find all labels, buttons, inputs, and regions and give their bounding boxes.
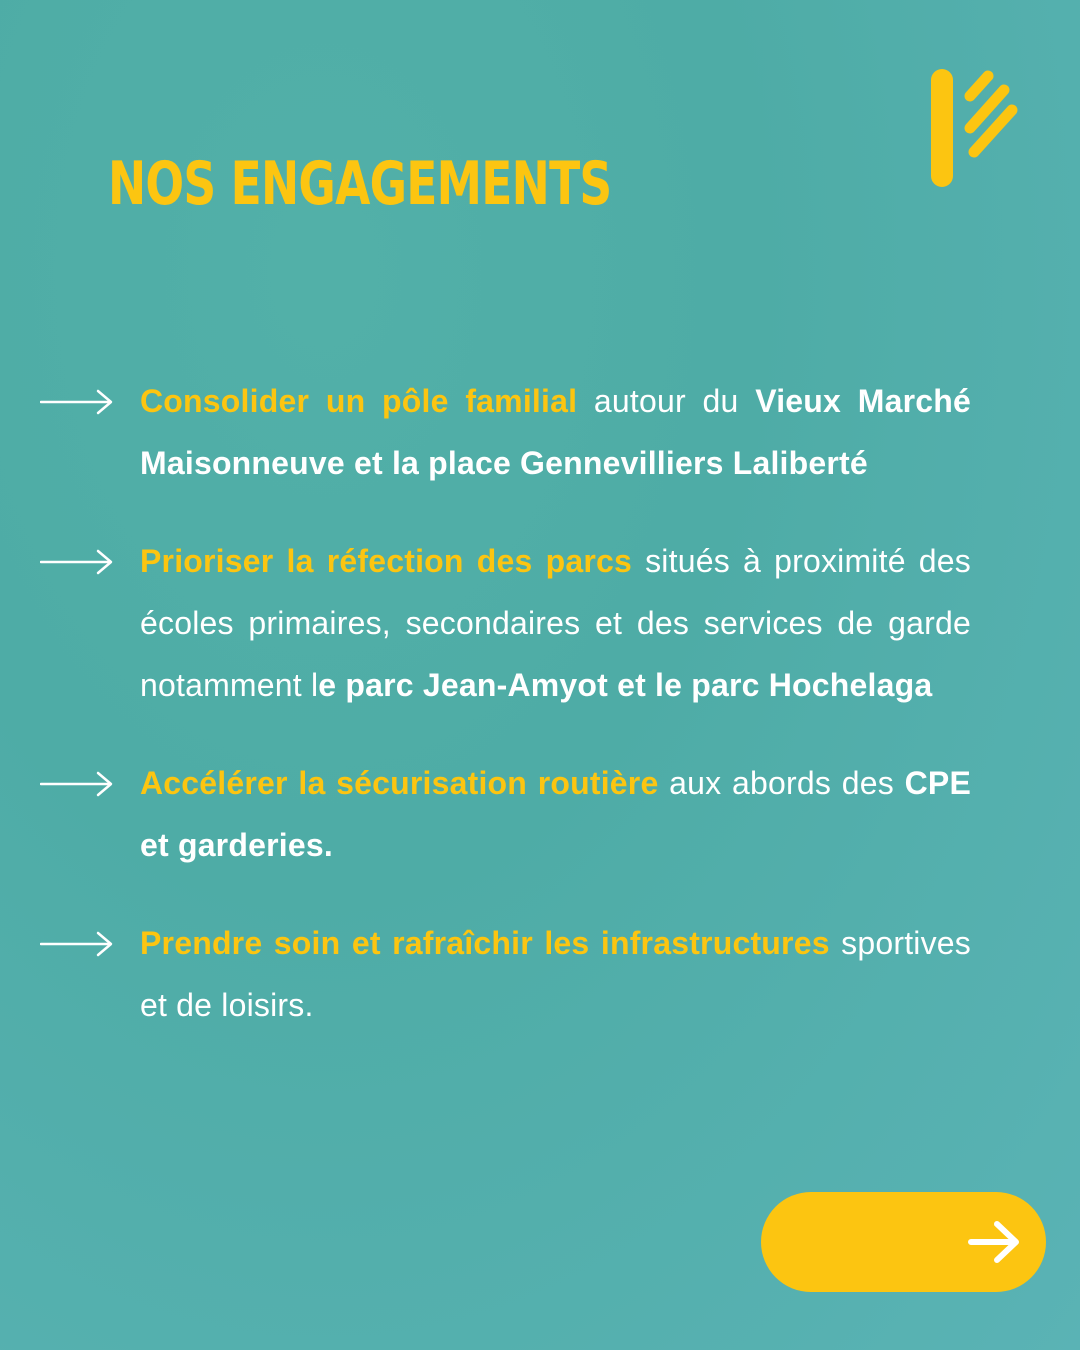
item-highlight: Consolider un pôle familial [140, 383, 578, 419]
arrow-right-icon [968, 1220, 1020, 1264]
arrow-right-icon [40, 771, 114, 797]
item-highlight: Prioriser la réfection des parcs [140, 543, 632, 579]
arrow-right-icon [40, 931, 114, 957]
item-text: autour du [577, 383, 756, 419]
arrow-right-icon [40, 389, 114, 415]
brand-logo-icon [928, 66, 1020, 190]
page-title: NOS ENGAGEMENTS [108, 149, 612, 219]
arrow-right-icon [40, 549, 114, 575]
list-item [0, 752, 1080, 876]
commitments-list [0, 370, 1080, 1072]
item-text: situés à proximité des écoles primaires, secondaires et des services de garde notamment l [140, 543, 971, 703]
item-bold-text: CPE et garderies. [140, 765, 971, 863]
list-item-text [140, 912, 971, 1036]
item-bold-text: Vieux Marché Maisonneuve et la place Gennevilliers Laliberté [140, 383, 972, 481]
list-item-text [140, 752, 971, 876]
item-text: aux abords des [658, 765, 905, 801]
next-button[interactable] [761, 1192, 1046, 1292]
list-item [0, 530, 1080, 716]
item-bold-text: e parc Jean-Amyot et le parc Hochelaga [318, 667, 933, 703]
list-item-text [140, 370, 971, 494]
list-item [0, 912, 1080, 1036]
item-highlight: Accélérer la sécurisation routière [140, 765, 659, 801]
list-item [0, 370, 1080, 494]
item-highlight: Prendre soin et rafraîchir les infrastructures [140, 925, 830, 961]
item-text: sportives et de loisirs. [140, 925, 972, 1023]
list-item-text [140, 530, 971, 716]
